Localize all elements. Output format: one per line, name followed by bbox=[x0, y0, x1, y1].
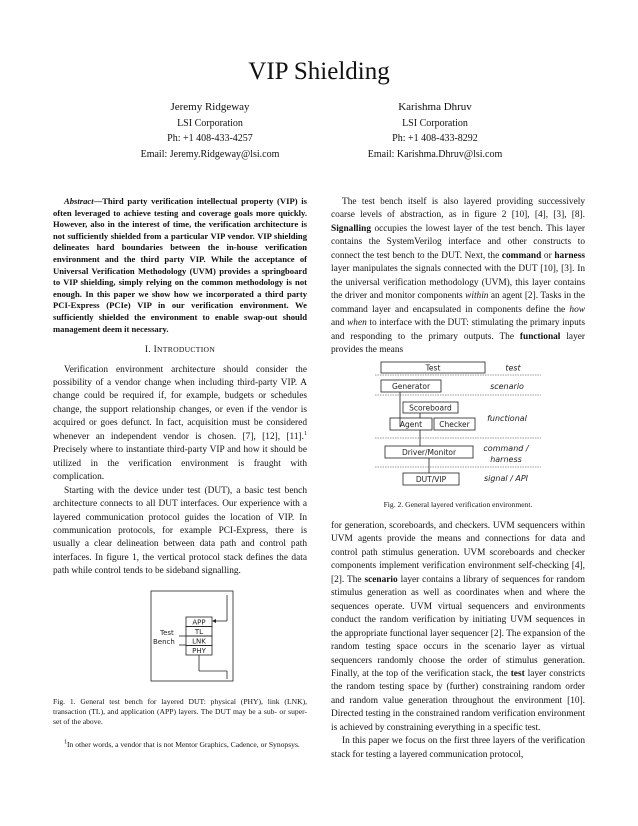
layer-label-harness: harness bbox=[490, 455, 522, 464]
box-driver-monitor-label: Driver/Monitor bbox=[401, 448, 457, 457]
text-run: layer manipulates the signals connected with the DUT [10], [3]. In the universal verification methodology (UVM), this layer contains the driver and monitor components bbox=[331, 264, 585, 302]
text-run: an agent [2]. Tasks in the command layer and encapsulated in components define the bbox=[331, 291, 585, 315]
author-email: Email: Karishma.Dhruv@lsi.com bbox=[367, 148, 503, 160]
abstract-label: Abstract bbox=[64, 196, 94, 206]
figure-1-diagram bbox=[150, 585, 240, 685]
figure-1-caption: Fig. 1. General test bench for layered DUT: physical (PHY), link (LNK), transaction (TL), and application (APP) layers. The DUT may be a sub- or super-set of the above. bbox=[53, 697, 307, 727]
test-bench-label-2: Bench bbox=[153, 638, 175, 646]
intro-paragraph-1 bbox=[53, 364, 307, 485]
section-number: I. bbox=[144, 345, 151, 356]
text-run: The test bench itself is also layered providing successively coarse levels of abstraction, as in figure 2 [10], [4], [3], [8]. bbox=[331, 197, 585, 221]
test-bench-label-1: Test bbox=[160, 629, 174, 637]
figure-2-diagram bbox=[375, 360, 541, 490]
box-generator-label: Generator bbox=[391, 382, 431, 391]
text-run: scenario bbox=[364, 574, 398, 585]
box-test-label: Test bbox=[425, 363, 441, 373]
right-paragraph-1 bbox=[331, 196, 585, 357]
author-block-2 bbox=[335, 100, 535, 162]
figure-2-caption: Fig. 2. General layered verification environment. bbox=[383, 500, 533, 509]
abstract-text: —Third party verification intellectual property (VIP) is often leveraged to achieve testing and coverage goals more quickly. However, also in the interest of time, the verification architecture is not sufficiently shielded from a particular VIP vendor. VIP shielding delineates hard boundaries between the in-house verification environment and the third party VIP. While the acceptance of Universal Verification Methodology (UVM) provides a springboard to VIP shielding, simply relying on the common methodology is not enough. In this paper we show how we incorporated a third party PCI-Express (PCIe) VIP in our verification environment. We sufficiently shielded the environment to enable swap-out should management deem it necessary. bbox=[53, 196, 307, 334]
text-run: within bbox=[465, 291, 489, 302]
text-run: command bbox=[501, 250, 542, 261]
box-checker-label: Checker bbox=[439, 420, 470, 429]
intro-text-b: Precisely where to instantiate third-party VIP and how it should be utilized in the verification environment is fraught with complication. bbox=[53, 445, 307, 483]
layer-label-lnk: LNK bbox=[192, 637, 206, 646]
text-run: harness bbox=[554, 250, 585, 261]
paper-title: VIP Shielding bbox=[248, 58, 390, 85]
section-heading-introduction bbox=[53, 343, 307, 357]
author-email: Email: Jeremy.Ridgeway@lsi.com bbox=[140, 148, 280, 160]
footnote-text: In other words, a vendor that is not Mentor Graphics, Cadence, or Synopsys. bbox=[67, 740, 300, 749]
text-run: when bbox=[347, 318, 367, 329]
author-name: Jeremy Ridgeway bbox=[170, 101, 250, 113]
author-phone: Ph: +1 408-433-4257 bbox=[167, 133, 253, 144]
section-title-initial: I bbox=[153, 345, 157, 356]
footnote-number: 1 bbox=[64, 739, 67, 746]
right-column-bottom bbox=[331, 520, 585, 762]
text-run: layer constricts the random testing space by (further) constraining random order and random value generation throughout the environment [10]. Directed testing in the constrained random verification environment is achieved by constraining everything in a specific test. bbox=[331, 668, 586, 733]
right-paragraph-3: In this paper we focus on the first three layers of the verification stack for testing a layered communication protocol, bbox=[331, 736, 585, 760]
intro-text-a: Verification environment architecture should consider the possibility of a vendor change when including third-party VIP. A change could be required if, for example, budgets or schedules change, the support relationship changes, or even if the vendor is acquired or goes defunct. In fact, acquisition must be considered whenever an independent vendor is chosen. [7], [12], [11]. bbox=[53, 364, 307, 442]
text-run: Signalling bbox=[331, 223, 371, 234]
author-phone: Ph: +1 408-433-8292 bbox=[392, 133, 478, 144]
layer-label-test: test bbox=[505, 363, 521, 373]
author-name: Karishma Dhruv bbox=[398, 101, 472, 113]
layer-label-tl: TL bbox=[194, 628, 204, 636]
right-paragraph-2 bbox=[331, 520, 585, 735]
text-run: for generation, scoreboards, and checkers. UVM sequencers within UVM agents provide the means and connections for data and control path stimulus generation. UVM scoreboards and checker components implement verification environment self-checking [4], [2]. The bbox=[331, 521, 585, 585]
box-scoreboard-label: Scoreboard bbox=[409, 403, 452, 413]
layer-label-scenario: scenario bbox=[490, 382, 524, 391]
text-run: and bbox=[331, 318, 348, 329]
right-column-top bbox=[331, 196, 585, 357]
footnote-marker[interactable]: 1 bbox=[304, 430, 307, 437]
text-run: how bbox=[569, 304, 585, 315]
footnote bbox=[53, 740, 307, 750]
author-block-1 bbox=[110, 100, 310, 162]
layer-label-app: APP bbox=[192, 618, 206, 627]
intro-paragraph-2: Starting with the device under test (DUT), a basic test bench architecture connects to all DUT interfaces. Our experience with a layered communication protocol guides the location of VIP. In communication protocols, for example PCI-Express, there is usually a clear delineation between data path and control path interfaces. In figure 1, the vertical protocol stack defines the data path while control tends to be sideband signalling. bbox=[53, 485, 307, 577]
box-dut-vip-label: DUT/VIP bbox=[415, 475, 447, 484]
text-run: layer provides the means bbox=[331, 331, 585, 355]
layer-label-signal: signal / API bbox=[483, 474, 529, 483]
layer-label-phy: PHY bbox=[192, 647, 206, 655]
author-org: LSI Corporation bbox=[177, 117, 243, 129]
text-run: to interface with the DUT: stimulating the primary inputs and responding to the primary outputs. The bbox=[331, 318, 586, 342]
text-run: layer contains a library of sequences for random stimulus generation as well as coordinates when and where the sequences operate. UVM virtual sequencers and environments conduct the random verification by initiating UVM sequences in the appropriate functional layer sequencer [2]. The expansion of the random testing space occurs in the scenario layer as virtual sequencers randomly choose the order of stimulus generation. Finally, at the top of the verification stack, the bbox=[331, 574, 585, 679]
arrow-head bbox=[212, 619, 216, 623]
layer-label-command: command / bbox=[483, 444, 529, 453]
text-run: functional bbox=[519, 331, 561, 342]
layer-label-functional: functional bbox=[487, 414, 527, 423]
text-run: occupies the lowest layer of the test bench. This layer contains the SystemVerilog interface and other constructs to connect the test bench to the DUT. Next, the bbox=[331, 223, 585, 261]
box-agent-label: Agent bbox=[399, 420, 423, 429]
left-column bbox=[53, 196, 307, 579]
text-run: test bbox=[510, 668, 525, 679]
abstract bbox=[53, 196, 307, 335]
section-title-rest: NTRODUCTION bbox=[156, 345, 216, 355]
author-org: LSI Corporation bbox=[402, 117, 468, 129]
text-run: or bbox=[541, 250, 555, 261]
